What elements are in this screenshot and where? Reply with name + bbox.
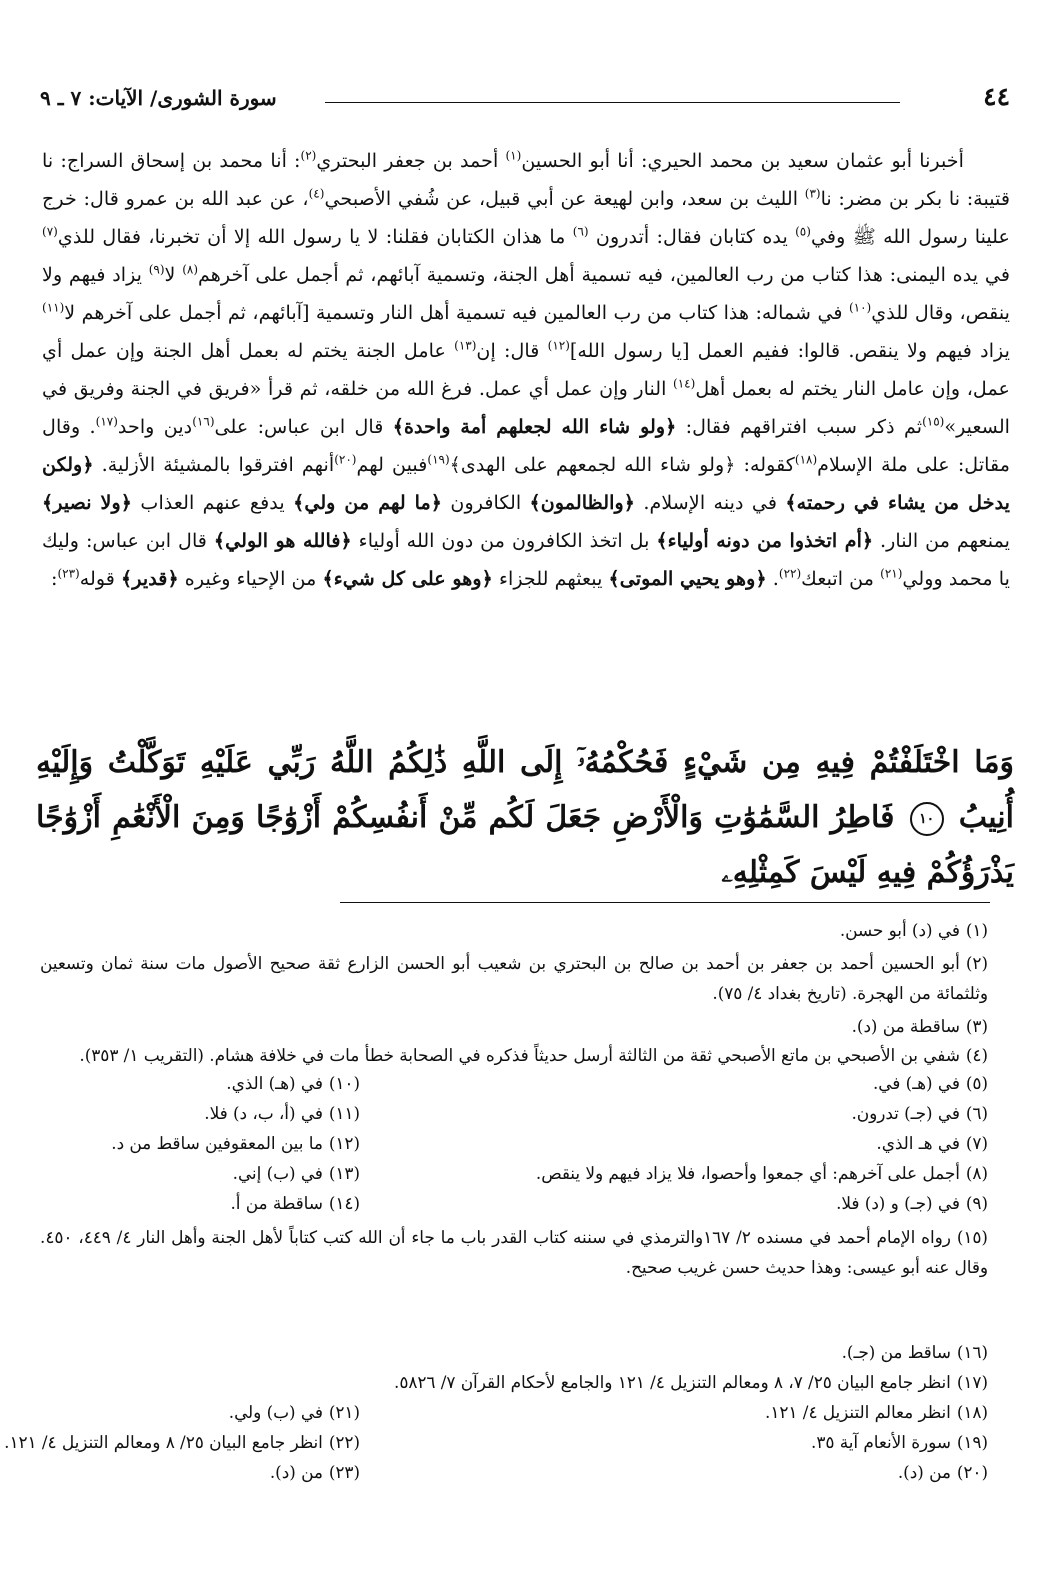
verse-quote: ﴿ولا نصير﴾: [42, 491, 133, 514]
footnote-number: (٩): [965, 1193, 988, 1213]
text-segment: قال ابن عباس: وليك يا محمد وولي: [42, 529, 1010, 590]
footnote-text: في (ب) ولي.: [228, 1402, 323, 1422]
footnote-number: (٤): [965, 1045, 988, 1065]
footnote: [842, 1342, 988, 1362]
footnote-number: (٢٣): [328, 1462, 360, 1482]
verse-quote: ﴿ولو شاء الله لجعلهم أمة واحدة﴾: [392, 415, 677, 438]
footnote: [229, 1402, 360, 1422]
footnote: [873, 1073, 988, 1093]
footnote-text: في هـ الذي.: [876, 1133, 960, 1153]
header-rule: [325, 102, 900, 103]
footnote-text: انظر جامع البيان ٢٥/ ٨ ومعالم التنزيل ٤/ ١٢١.: [4, 1432, 323, 1452]
footnote-reference: (١٨): [794, 452, 818, 467]
footnote-number: (١٦): [956, 1342, 988, 1362]
text-segment: يمنعهم من النار.: [873, 529, 1010, 552]
text-segment: في يده اليمنى: هذا كتاب من رب العالمين، فيه تسمية أهل الجنة، وتسمية آبائهم، ثم أجمل على آخرهم: [198, 263, 1010, 286]
footnote-reference: (١٥): [922, 414, 945, 429]
footnote-number: (٢): [965, 953, 988, 973]
footnote: [230, 1193, 360, 1213]
text-segment: النار وإن عمل أي عمل. فرغ الله من خلقه، ثم قرأ «فريق في الجنة وفريق في السعير»: [42, 377, 1010, 438]
footnote: [4, 1432, 360, 1452]
footnote-reference: (٣): [804, 186, 821, 201]
text-segment: قوله: [79, 567, 122, 590]
footnote: [811, 1432, 988, 1452]
page-number: ٤٤: [983, 82, 1010, 111]
footnote: [40, 948, 988, 1008]
footnote-text: في (جـ) تدرون.: [851, 1103, 960, 1123]
text-segment: قال: إن: [476, 339, 548, 362]
footnote-reference: (١٦): [192, 414, 215, 429]
verse-quote: ﴿ولكن يدخل من يشاء في رحمته﴾: [42, 453, 1010, 514]
footnote: [536, 1163, 988, 1183]
footnote-reference: (٨): [182, 262, 199, 277]
footnote-number: (١٧): [956, 1372, 988, 1392]
text-segment: :: [50, 567, 58, 590]
footnote-number: (١٢): [328, 1133, 360, 1153]
footnote: [851, 1103, 988, 1123]
text-segment: أخبرنا أبو عثمان سعيد بن محمد الحيري: أنا أبو الحسين: [521, 149, 964, 172]
footnote: [204, 1103, 360, 1123]
footnote-reference: (٢١): [880, 566, 903, 581]
footnote-text: في (هـ) في.: [872, 1073, 960, 1093]
footnote-reference: (١١): [42, 300, 65, 315]
text-segment: من الإحياء وغيره: [178, 567, 323, 590]
footnote: [394, 1372, 988, 1392]
footnote-number: (٣): [965, 1016, 988, 1036]
text-segment: لا: [164, 263, 183, 286]
footnote-reference: (١٤): [673, 376, 696, 391]
footnote-text: ساقطة من (د).: [851, 1016, 960, 1036]
footnote-text: في (ب) إني.: [232, 1163, 323, 1183]
footnote-number: (٢٠): [956, 1462, 988, 1482]
text-segment: بل اتخذ الكافرون من دون الله أولياء: [351, 529, 657, 552]
commentary-paragraph: [42, 142, 1010, 598]
verse-text-part1: وَمَا اخْتَلَفْتُمْ فِيهِ مِن شَيْءٍ فَحُكْمُهُۥٓ إِلَى اللَّهِ ذَٰلِكُمُ اللَّهُ رَبِّي عَلَيْهِ تَوَكَّلْتُ وَإِلَيْهِ أُنِيبُ: [36, 745, 1014, 835]
footnote: [836, 1193, 988, 1213]
footnote-reference: (٢٣): [57, 566, 80, 581]
footnote-reference: (١): [505, 148, 522, 163]
footnote-number: (١٩): [956, 1432, 988, 1452]
text-segment: في دينه الإسلام.: [635, 491, 786, 514]
text-segment: ثم ذكر سبب افتراقهم فقال:: [676, 415, 923, 438]
footnote-reference: (١٠): [848, 300, 872, 315]
text-segment: .: [766, 567, 779, 590]
footnote-number: (١١): [328, 1103, 360, 1123]
footnote-text: سورة الأنعام آية ٣٥.: [811, 1432, 951, 1452]
footnote-text: أبو الحسين أحمد بن جعفر بن أحمد بن صالح بن البحتري بن شعيب أبو الحسن الزارع ثقة صحيح الأصول مات سنة ثمان وتسعين وثلثمائة من الهجرة. (تاريخ بغداد ٤/ ٧٥).: [40, 953, 988, 1003]
text-segment: : أنا محمد بن إسحاق السراج: نا قتيبة: نا بكر بن مضر: نا: [42, 149, 1010, 210]
text-segment: يبعثهم للجزاء: [492, 567, 609, 590]
footnote-text: في (هـ) الذي.: [226, 1073, 323, 1093]
verse-quote: ﴿وهو على كل شيء﴾: [322, 567, 493, 590]
footnote-reference: (٢٠): [334, 452, 357, 467]
text-segment: كقوله: ﴿ولو شاء الله لجمعهم على الهدى﴾: [449, 453, 795, 476]
footnote-reference: (١٧): [95, 414, 118, 429]
footnote-text: ساقطة من أ.: [230, 1193, 323, 1213]
quran-verse-block: [36, 735, 1014, 900]
running-header: [40, 82, 1010, 116]
text-segment: في شماله: هذا كتاب من رب العالمين فيه تسمية أهل النار وتسمية [آبائهم، ثم أجمل على آخرهم لا: [64, 301, 849, 324]
footnote-reference: (١٣): [454, 338, 477, 353]
footnote-number: (١٤): [328, 1193, 360, 1213]
text-segment: يدفع عنهم العذاب: [132, 491, 294, 514]
text-segment: ، عن عبد الله بن عمرو قال: خرج علينا رسول الله ﷺ وفي: [42, 187, 1010, 248]
text-segment: قال ابن عباس: على: [214, 415, 393, 438]
footnote: [226, 1073, 360, 1093]
footnote-number: (١٠): [328, 1073, 360, 1093]
footnote-number: (١): [965, 920, 988, 940]
footnote: [898, 1462, 988, 1482]
commentary-text: [42, 142, 1010, 598]
footnote-number: (١٣): [328, 1163, 360, 1183]
footnote-text: انظر جامع البيان ٢٥/ ٧، ٨ ومعالم التنزيل ٤/ ١٢١ والجامع لأحكام القرآن ٧/ ٥٨٢٦.: [393, 1372, 951, 1392]
footnote-text: من (د).: [897, 1462, 951, 1482]
verse-quote: ﴿والظالمون﴾: [529, 491, 635, 514]
footnote: [840, 920, 988, 940]
footnote-reference: (١٢): [547, 338, 570, 353]
footnote-number: (٥): [965, 1073, 988, 1093]
footnote-reference: (١٩): [427, 452, 450, 467]
footnote-number: (٨): [965, 1163, 988, 1183]
ayah-number-marker: ١٠: [910, 802, 944, 836]
footnote-reference: (٩): [148, 262, 165, 277]
footnote-text: أجمل على آخرهم: أي جمعوا وأحصوا، فلا يزاد فيهم ولا ينقص.: [535, 1163, 960, 1183]
footnote-reference: (٢): [300, 148, 317, 163]
footnote: [852, 1016, 988, 1036]
footnote-text: ما بين المعقوفين ساقط من د.: [111, 1133, 323, 1153]
footnote-text: في (د) أبو حسن.: [839, 920, 960, 940]
footnote-text: رواه الإمام أحمد في مسنده ٢/ ١٦٧والترمذي في سننه كتاب القدر باب ما جاء أن الله كتب كتاباً لأهل الجنة وأهل النار ٤/ ٤٤٩، ٤٥٠. وقال عنه أبو عيسى: وهذا حديث حسن غريب صحيح.: [40, 1227, 988, 1277]
footnote-reference: (٢٢): [778, 566, 802, 581]
footnote-number: (٢١): [328, 1402, 360, 1422]
verse-quote: ﴿وهو يحيي الموتى﴾: [608, 567, 767, 590]
verse-text-part2: فَاطِرُ السَّمَٰوَٰتِ وَالْأَرْضِ جَعَلَ لَكُم مِّنْ أَنفُسِكُمْ أَزْوَٰجًا وَمِنَ الْأَنْعَٰمِ أَزْوَٰجًا يَذْرَؤُكُمْ فِيهِ لَيْسَ كَمِثْلِهِۦ: [36, 800, 1014, 890]
footnote-number: (٢٢): [328, 1432, 360, 1452]
verse-quote: ﴿قدير﴾: [121, 567, 179, 590]
footnote: [876, 1133, 988, 1153]
footnote-number: (٧): [965, 1133, 988, 1153]
verse-quote: ﴿أم اتخذوا من دونه أولياء﴾: [656, 529, 874, 552]
text-segment: يزاد فيهم ولا ينقص، وقال للذي: [42, 263, 1010, 324]
footnote-text: في (أ، ب، د) فلا.: [204, 1103, 323, 1123]
footnote: [765, 1402, 988, 1422]
footnote-reference: (٤): [308, 186, 325, 201]
verse-quote: ﴿ما لهم من ولي﴾: [293, 491, 443, 514]
text-segment: فبين لهم: [356, 453, 428, 476]
footnote-number: (١٨): [956, 1402, 988, 1422]
text-segment: أنهم افترقوا بالمشيئة الأزلية.: [93, 453, 335, 476]
footnote: [270, 1462, 360, 1482]
footnote-text: شفي بن الأصبحي بن ماتع الأصبحي ثقة من الثالثة أرسل حديثاً فذكره في الصحابة خطأ مات في خلافة هشام. (التقريب ١/ ٣٥٣).: [79, 1045, 960, 1065]
text-segment: من اتبعك: [801, 567, 881, 590]
footnote: [40, 1222, 988, 1282]
footnote-separator: [340, 902, 990, 903]
footnote-reference: (٧): [42, 224, 58, 239]
text-segment: يده كتابان فقال: أتدرون: [588, 225, 796, 248]
footnote-text: من (د).: [269, 1462, 323, 1482]
text-segment: دين واحد: [117, 415, 193, 438]
text-segment: يزاد فيهم ولا ينقص. قالوا: ففيم العمل [يا رسول الله]: [569, 339, 1010, 362]
verse-quote: ﴿فالله هو الولي﴾: [213, 529, 352, 552]
text-segment: ما هذان الكتابان فقلنا: لا يا رسول الله إلا أن تخبرنا، فقال للذي: [57, 225, 573, 248]
text-segment: الليث بن سعد، وابن لهيعة عن أبي قبيل، عن شُفي الأصبحي: [324, 187, 805, 210]
footnote-text: في (جـ) و (د) فلا.: [836, 1193, 960, 1213]
text-segment: أحمد بن جعفر البحتري: [316, 149, 506, 172]
footnote-number: (١٥): [956, 1227, 988, 1247]
footnote-reference: (٦): [572, 224, 589, 239]
text-segment: الكافرون: [442, 491, 530, 514]
footnote: [233, 1163, 360, 1183]
header-title: سورة الشورى/ الآيات: ٧ ـ ٩: [40, 86, 277, 110]
footnote-number: (٦): [965, 1103, 988, 1123]
footnote-text: انظر معالم التنزيل ٤/ ١٢١.: [765, 1402, 951, 1422]
footnote-reference: (٥): [795, 224, 811, 239]
text-segment: . وقال مقاتل: على ملة الإسلام: [42, 415, 1010, 476]
footnote: [79, 1045, 988, 1065]
footnote-text: ساقط من (جـ).: [841, 1342, 951, 1362]
text-segment: عامل الجنة يختم له بعمل أهل الجنة وإن عمل أي عمل، وإن عامل النار يختم له بعمل أهل: [42, 339, 1011, 400]
footnote: [111, 1133, 360, 1153]
